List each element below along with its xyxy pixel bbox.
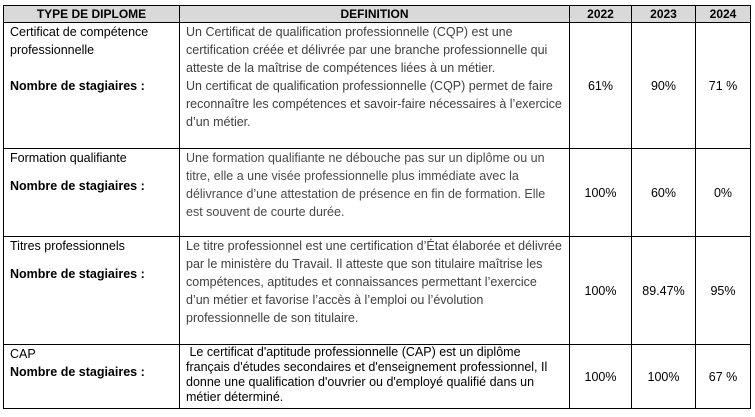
stagiaires-label: Nombre de stagiaires : bbox=[10, 365, 145, 379]
value-2023: 89.47% bbox=[632, 237, 696, 345]
header-definition: DEFINITION bbox=[180, 6, 570, 23]
stagiaires-label: Nombre de stagiaires : bbox=[10, 179, 145, 193]
type-label: CAP bbox=[10, 347, 36, 361]
header-2023: 2023 bbox=[632, 6, 696, 23]
type-cell bbox=[4, 149, 180, 237]
value-2024: 71 % bbox=[696, 23, 751, 149]
type-cell bbox=[4, 23, 180, 149]
type-label: Certificat de compétence professionnelle bbox=[10, 25, 149, 57]
value-2022: 61% bbox=[570, 23, 632, 149]
value-2024: 0% bbox=[696, 149, 751, 237]
table-row-formation bbox=[4, 149, 751, 237]
type-cell bbox=[4, 237, 180, 345]
value-2022: 100% bbox=[570, 149, 632, 237]
header-row bbox=[4, 6, 751, 23]
stagiaires-label: Nombre de stagiaires : bbox=[10, 79, 145, 93]
definition-cell bbox=[180, 23, 570, 149]
value-2022: 100% bbox=[570, 345, 632, 409]
stagiaires-label: Nombre de stagiaires : bbox=[10, 267, 145, 281]
value-2022: 100% bbox=[570, 237, 632, 345]
definition-cell bbox=[180, 345, 570, 409]
definition-text: Le titre professionnel est une certification d’État élaborée et délivrée par le ministère du Travail. Il atteste que son titulaire maîtrise les compétences, aptitudes et connaissances permettant l’exercice d’un métier et favorise l’accès à l’emploi ou l’évolution professionnelle de son titulaire. bbox=[186, 239, 562, 325]
definition-text: Un Certificat de qualification professionnelle (CQP) est une certification créée et délivrée par une branche professionnelle qui atteste de la maîtrise de compétences liées à un métier. bbox=[186, 25, 548, 75]
definition-text: Une formation qualifiante ne débouche pas sur un diplôme ou un titre, elle a une visée professionnelle plus immédiate avec la délivrance d’une attestation de présence en fin de formation. Elle est souvent de courte durée. bbox=[186, 151, 546, 219]
header-2024: 2024 bbox=[696, 6, 751, 23]
type-cell bbox=[4, 345, 180, 409]
value-2024: 95% bbox=[696, 237, 751, 345]
value-2023: 100% bbox=[632, 345, 696, 409]
table-row-titres bbox=[4, 237, 751, 345]
value-2023: 60% bbox=[632, 149, 696, 237]
table-row-cqp bbox=[4, 23, 751, 149]
definition-cell bbox=[180, 149, 570, 237]
diplome-table bbox=[3, 5, 751, 409]
definition-text: Le certificat d'aptitude professionnelle (CAP) est un diplôme français d'études secondaires et d'enseignement professionnel, Il donne une qualification d'ouvrier ou d'employé qualifié dans un métier déterminé. bbox=[186, 345, 551, 404]
table-row-cap bbox=[4, 345, 751, 409]
header-2022: 2022 bbox=[570, 6, 632, 23]
header-type: TYPE DE DIPLOME bbox=[4, 6, 180, 23]
value-2023: 90% bbox=[632, 23, 696, 149]
definition-text-2: Un certificat de qualification professionnelle (CQP) permet de faire reconnaître les compétences et savoir-faire nécessaires à l’exercice d’un métier. bbox=[186, 79, 562, 129]
definition-cell bbox=[180, 237, 570, 345]
type-label: Formation qualifiante bbox=[10, 151, 127, 165]
type-label: Titres professionnels bbox=[10, 239, 125, 253]
value-2024: 67 % bbox=[696, 345, 751, 409]
